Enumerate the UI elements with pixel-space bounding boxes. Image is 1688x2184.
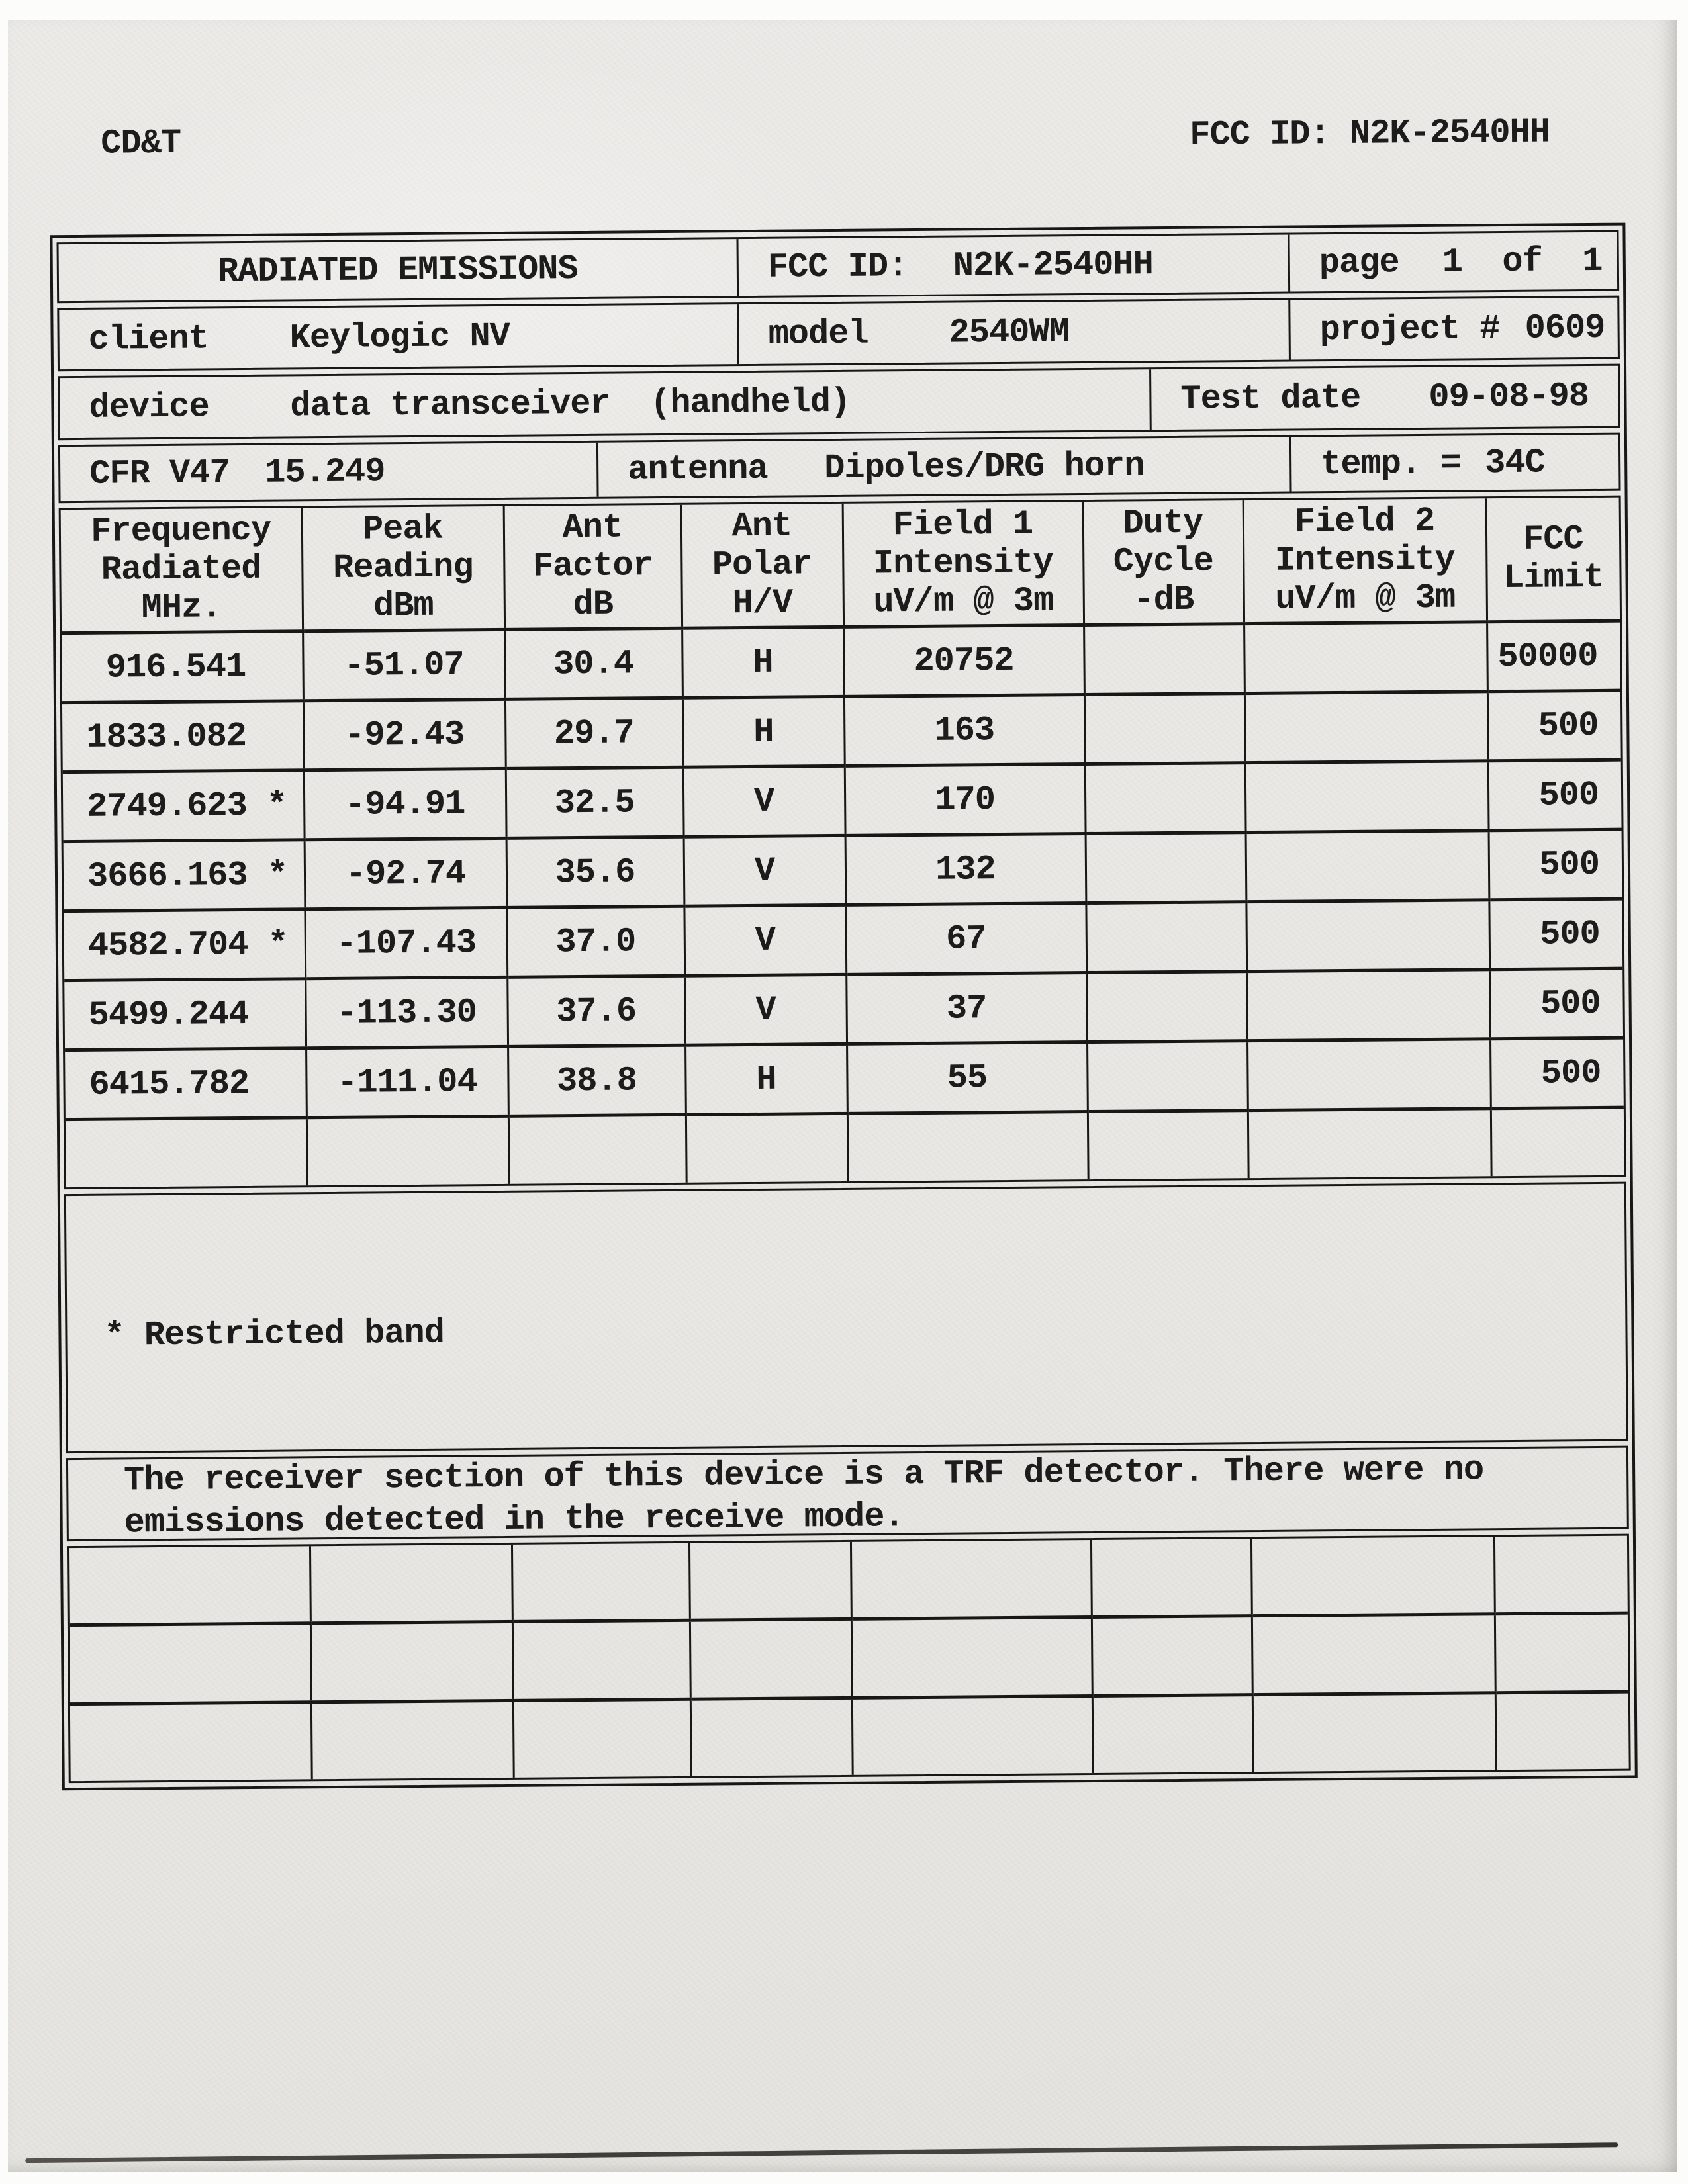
table-cell bbox=[1491, 1107, 1624, 1176]
table-cell: 500 bbox=[1488, 760, 1622, 831]
grid-cell bbox=[512, 1543, 690, 1622]
model-field bbox=[739, 300, 1291, 365]
table-row bbox=[64, 829, 1622, 911]
table-cell: V bbox=[684, 835, 846, 906]
table-cell: 37.0 bbox=[506, 906, 684, 977]
table-cell: -94.91 bbox=[304, 768, 506, 839]
table-cell bbox=[1084, 694, 1245, 764]
model-value: 2540WM bbox=[949, 312, 1070, 353]
table-cell: 500 bbox=[1489, 968, 1623, 1039]
table-cell: H bbox=[682, 627, 844, 698]
client-field bbox=[59, 304, 739, 369]
grid-cell bbox=[70, 1623, 311, 1704]
table-cell: 38.8 bbox=[508, 1045, 686, 1116]
page-field bbox=[1289, 232, 1617, 292]
col-header-ant-factor: Ant Factor dB bbox=[504, 505, 682, 630]
table-cell bbox=[1246, 970, 1490, 1041]
table-cell bbox=[1246, 900, 1489, 972]
table-cell: 3666.163 * bbox=[64, 840, 305, 911]
grid-cell bbox=[1252, 1693, 1496, 1772]
table-cell: 20752 bbox=[843, 625, 1084, 697]
scanned-sheet bbox=[6, 7, 1688, 2173]
grid-cell bbox=[690, 1698, 853, 1776]
cfr-field bbox=[60, 443, 599, 501]
device-row bbox=[58, 364, 1620, 441]
table-cell: -92.43 bbox=[303, 699, 506, 770]
blank-grid bbox=[69, 1536, 1629, 1781]
table-cell: 30.4 bbox=[504, 628, 682, 699]
table-cell: -113.30 bbox=[305, 977, 508, 1048]
table-cell: 55 bbox=[847, 1042, 1088, 1114]
grid-cell bbox=[513, 1699, 691, 1778]
col-header-duty-cycle: Duty Cycle -dB bbox=[1083, 500, 1244, 625]
antenna-field bbox=[598, 437, 1292, 497]
grid-cell bbox=[1092, 1695, 1253, 1773]
test-date-label: Test date bbox=[1180, 378, 1361, 419]
form-title: RADIATED EMISSIONS bbox=[59, 239, 739, 301]
table-cell: -51.07 bbox=[303, 629, 505, 700]
grid-cell bbox=[1091, 1539, 1252, 1617]
table-cell bbox=[1248, 1109, 1491, 1178]
table-cell bbox=[1085, 763, 1246, 834]
fcc-id-value: N2K-2540HH bbox=[953, 244, 1154, 286]
table-row bbox=[64, 899, 1622, 980]
table-cell bbox=[847, 1112, 1088, 1181]
notes-box bbox=[64, 1182, 1628, 1454]
form-title-row bbox=[56, 230, 1619, 304]
col-header-peak-reading: Peak Reading dBm bbox=[302, 506, 504, 631]
grid-cell bbox=[1495, 1692, 1629, 1770]
table-row bbox=[62, 621, 1620, 702]
receiver-note: The receiver section of this device is a TRF detector. There were no emissions detected in the receive mode. bbox=[123, 1450, 1484, 1543]
page-value: 1 of 1 bbox=[1442, 241, 1603, 282]
table-header-row bbox=[61, 498, 1620, 633]
grid-cell bbox=[1251, 1537, 1495, 1615]
paper-bottom-edge bbox=[25, 2142, 1618, 2163]
grid-cell bbox=[1495, 1613, 1628, 1693]
grid-cell bbox=[1494, 1536, 1628, 1614]
fcc-id-label: FCC ID: bbox=[767, 246, 908, 287]
table-cell: V bbox=[684, 974, 847, 1045]
company-mark: CD&T bbox=[101, 123, 181, 163]
project-field bbox=[1290, 298, 1618, 360]
table-cell: V bbox=[683, 766, 845, 837]
table-cell: 163 bbox=[844, 695, 1085, 766]
grid-row bbox=[69, 1536, 1628, 1625]
grid-cell bbox=[851, 1540, 1092, 1619]
emissions-table bbox=[61, 498, 1624, 1187]
table-cell bbox=[306, 1116, 509, 1185]
table-cell: 5499.244 bbox=[64, 979, 306, 1050]
project-label: project # bbox=[1319, 308, 1500, 349]
table-cell: -111.04 bbox=[306, 1046, 508, 1117]
table-cell: 916.541 bbox=[62, 631, 303, 703]
table-cell: 500 bbox=[1489, 899, 1622, 970]
table-cell: 1833.082 bbox=[62, 701, 304, 772]
grid-cell bbox=[512, 1620, 690, 1700]
table-cell: 35.6 bbox=[506, 837, 684, 907]
table-cell: H bbox=[685, 1044, 847, 1115]
project-value: 0609 bbox=[1524, 308, 1605, 348]
fcc-id-page-header: FCC ID: N2K-2540HH bbox=[1190, 113, 1550, 155]
grid-cell bbox=[851, 1617, 1092, 1698]
table-cell bbox=[1086, 902, 1246, 973]
table-cell bbox=[508, 1115, 686, 1184]
table-cell: 170 bbox=[845, 764, 1086, 836]
grid-row bbox=[70, 1692, 1629, 1781]
table-cell: V bbox=[684, 905, 846, 976]
grid-cell bbox=[1252, 1614, 1495, 1695]
grid-cell bbox=[852, 1696, 1093, 1774]
radiated-emissions-report-form bbox=[50, 223, 1637, 1791]
device-label: device bbox=[89, 387, 209, 428]
table-cell: 500 bbox=[1487, 690, 1621, 761]
grid-cell bbox=[69, 1546, 310, 1625]
table-cell: -92.74 bbox=[305, 838, 507, 909]
table-row bbox=[65, 1038, 1624, 1119]
col-header-ant-polar: Ant Polar H/V bbox=[681, 504, 843, 628]
receiver-note-box bbox=[66, 1446, 1629, 1542]
table-cell bbox=[1086, 833, 1246, 903]
table-row bbox=[64, 968, 1623, 1050]
antenna-label: antenna bbox=[627, 449, 768, 489]
cfr-value: 15.249 bbox=[265, 451, 385, 492]
blank-grid-band bbox=[67, 1534, 1631, 1784]
table-cell: 50000 bbox=[1487, 621, 1620, 692]
col-header-field1-intensity: Field 1 Intensity uV/m @ 3m bbox=[843, 502, 1084, 627]
table-cell bbox=[686, 1113, 848, 1182]
col-header-fcc-limit: FCC Limit bbox=[1486, 498, 1620, 622]
table-cell: 500 bbox=[1490, 1038, 1624, 1109]
table-cell bbox=[1244, 692, 1488, 763]
device-value: data transceiver (handheld) bbox=[290, 382, 851, 426]
table-cell bbox=[1244, 622, 1487, 694]
table-cell: 6415.782 bbox=[65, 1048, 306, 1120]
table-row bbox=[63, 760, 1622, 841]
grid-cell bbox=[690, 1619, 852, 1699]
paper bbox=[8, 20, 1677, 2172]
cfr-row bbox=[58, 433, 1621, 504]
grid-cell bbox=[689, 1542, 851, 1620]
table-cell bbox=[1247, 1039, 1491, 1111]
table-cell bbox=[1245, 761, 1489, 833]
emissions-table-band bbox=[59, 496, 1626, 1190]
table-cell: 2749.623 * bbox=[63, 770, 305, 842]
grid-cell bbox=[1092, 1616, 1252, 1696]
client-value: Keylogic NV bbox=[289, 316, 510, 357]
grid-cell bbox=[310, 1621, 513, 1702]
test-date-field bbox=[1151, 366, 1618, 430]
grid-cell bbox=[311, 1700, 514, 1779]
table-row bbox=[62, 690, 1621, 772]
table-cell: -107.43 bbox=[305, 907, 507, 978]
table-cell: H bbox=[682, 696, 845, 767]
temp-value: 34C bbox=[1484, 443, 1546, 482]
device-field bbox=[60, 369, 1152, 438]
table-cell: 132 bbox=[845, 834, 1086, 905]
table-cell: 32.5 bbox=[506, 767, 684, 838]
model-label: model bbox=[768, 314, 868, 354]
temp-field bbox=[1291, 435, 1619, 492]
antenna-value: Dipoles/DRG horn bbox=[823, 445, 1145, 488]
grid-row bbox=[70, 1613, 1628, 1704]
table-cell bbox=[1088, 1111, 1248, 1179]
client-label: client bbox=[88, 318, 209, 359]
table-cell: 4582.704 * bbox=[64, 909, 305, 981]
table-cell: 67 bbox=[845, 903, 1086, 975]
table-row-empty bbox=[66, 1107, 1624, 1187]
table-cell bbox=[1084, 624, 1244, 695]
fcc-id-field bbox=[738, 235, 1290, 296]
table-cell bbox=[66, 1118, 307, 1187]
cfr-label: CFR V47 bbox=[89, 453, 230, 494]
grid-cell bbox=[70, 1702, 312, 1781]
table-cell bbox=[1246, 831, 1489, 902]
col-header-frequency: Frequency Radiated MHz. bbox=[61, 508, 303, 633]
table-cell: 500 bbox=[1489, 829, 1622, 900]
client-row bbox=[57, 296, 1620, 372]
table-cell bbox=[1086, 972, 1247, 1042]
table-cell bbox=[1087, 1041, 1248, 1112]
test-date-value: 09-08-98 bbox=[1429, 377, 1589, 417]
grid-cell bbox=[310, 1545, 512, 1623]
page-label: page bbox=[1319, 242, 1399, 283]
table-cell: 37 bbox=[846, 973, 1087, 1044]
col-header-field2-intensity: Field 2 Intensity uV/m @ 3m bbox=[1243, 498, 1487, 623]
table-cell: 29.7 bbox=[505, 698, 683, 768]
restricted-band-note: * Restricted band bbox=[104, 1313, 445, 1355]
temp-label: temp. = bbox=[1320, 443, 1461, 484]
table-cell: 37.6 bbox=[507, 976, 685, 1046]
